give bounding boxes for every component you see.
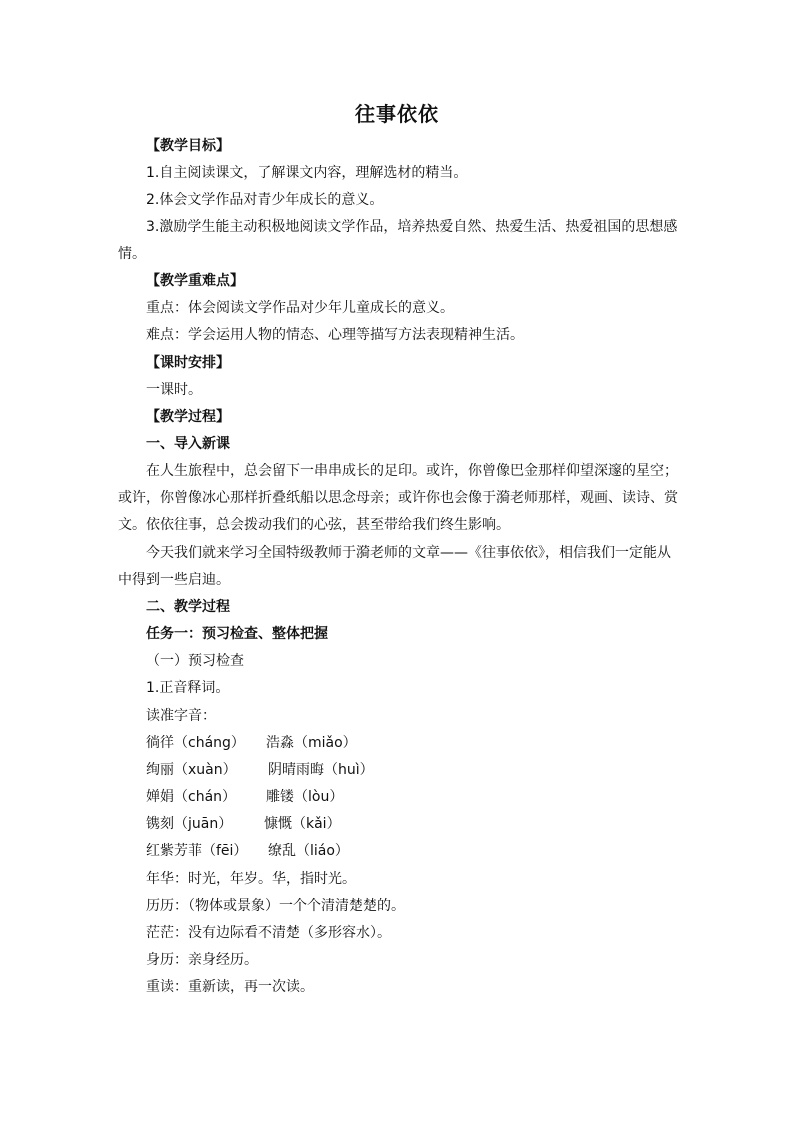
goal-3-cont: 情。 [118, 246, 146, 262]
definition-chongdu: 重读：重新读，再一次读。 [146, 979, 314, 995]
intro-para1-line1: 在人生旅程中，总会留下一串串成长的足印。或许，你曾像巴金那样仰望深邃的星空； [146, 463, 678, 479]
intro-para2-line2: 中得到一些启迪。 [118, 572, 230, 588]
page-title: 往事依依 [355, 102, 439, 126]
pron-row-4 [146, 814, 232, 834]
pron-word: 红紫芳菲（fēi） [146, 843, 248, 859]
pron-word: 绚丽（xuàn） [146, 762, 237, 778]
schedule-text: 一课时。 [146, 382, 202, 398]
pron-row-5 [146, 841, 247, 861]
pron-word: 婵娟（chán） [146, 789, 237, 805]
item-pronunciation: 1.正音释词。 [146, 680, 230, 696]
heading-process: 【教学过程】 [146, 409, 230, 425]
definition-mangmang: 茫茫：没有边际看不清楚（多形容水）。 [146, 925, 391, 941]
section1-heading: 一、导入新课 [146, 436, 230, 452]
pron-word: 浩淼（miǎo） [266, 735, 357, 751]
heading-key-points: 【教学重难点】 [146, 273, 244, 289]
intro-para1-line3: 文。依依往事，总会拨动我们的心弦，甚至带给我们终生影响。 [118, 517, 510, 533]
key-point-difficulty: 难点：学会运用人物的情态、心理等描写方法表现精神生活。 [146, 327, 524, 343]
goal-3: 3.激励学生能主动积极地阅读文学作品，培养热爱自然、热爱生活、热爱祖国的思想感 [146, 219, 678, 235]
pron-word: 阴晴雨晦（huì） [268, 762, 374, 778]
read-label: 读准字音： [146, 708, 216, 724]
intro-para2-line1: 今天我们就来学习全国特级教师于漪老师的文章——《往事依依》，相信我们一定能从 [146, 545, 671, 561]
heading-goals: 【教学目标】 [146, 138, 230, 154]
goal-1: 1.自主阅读课文，了解课文内容，理解选材的精当。 [146, 165, 468, 181]
key-point-focus: 重点：体会阅读文学作品对少年儿童成长的意义。 [146, 300, 454, 316]
pron-word: 雕镂（lòu） [266, 789, 344, 805]
pron-row-3 [146, 787, 236, 807]
definition-shenli: 身历：亲身经历。 [146, 952, 258, 968]
pron-row-1 [146, 733, 245, 753]
intro-para1-line2: 或许，你曾像冰心那样折叠纸船以思念母亲；或许你也会像于漪老师那样，观画、读诗、赏 [118, 490, 678, 506]
pron-row-4-col2 [264, 814, 341, 834]
goal-2: 2.体会文学作品对青少年成长的意义。 [146, 192, 384, 208]
definition-lili: 历历：（物体或景象）一个个清清楚楚的。 [146, 898, 405, 914]
pron-word: 徜徉（cháng） [146, 735, 245, 751]
pron-row-1-col2 [266, 733, 357, 753]
pron-word: 慷慨（kǎi） [264, 816, 341, 832]
task-one-heading: 任务一：预习检查、整体把握 [146, 626, 328, 642]
pron-row-5-col2 [268, 841, 349, 861]
section2-heading: 二、教学过程 [146, 599, 230, 615]
pron-row-2 [146, 760, 237, 780]
pron-word: 镌刻（juān） [146, 816, 233, 832]
pron-row-2-col2 [268, 760, 374, 780]
subsection-preview-check: （一）预习检查 [146, 653, 244, 669]
heading-schedule: 【课时安排】 [146, 355, 230, 371]
pron-word: 缭乱（liáo） [268, 843, 349, 859]
pron-row-3-col2 [266, 787, 343, 807]
definition-nianhua: 年华：时光，年岁。华，指时光。 [146, 871, 356, 887]
